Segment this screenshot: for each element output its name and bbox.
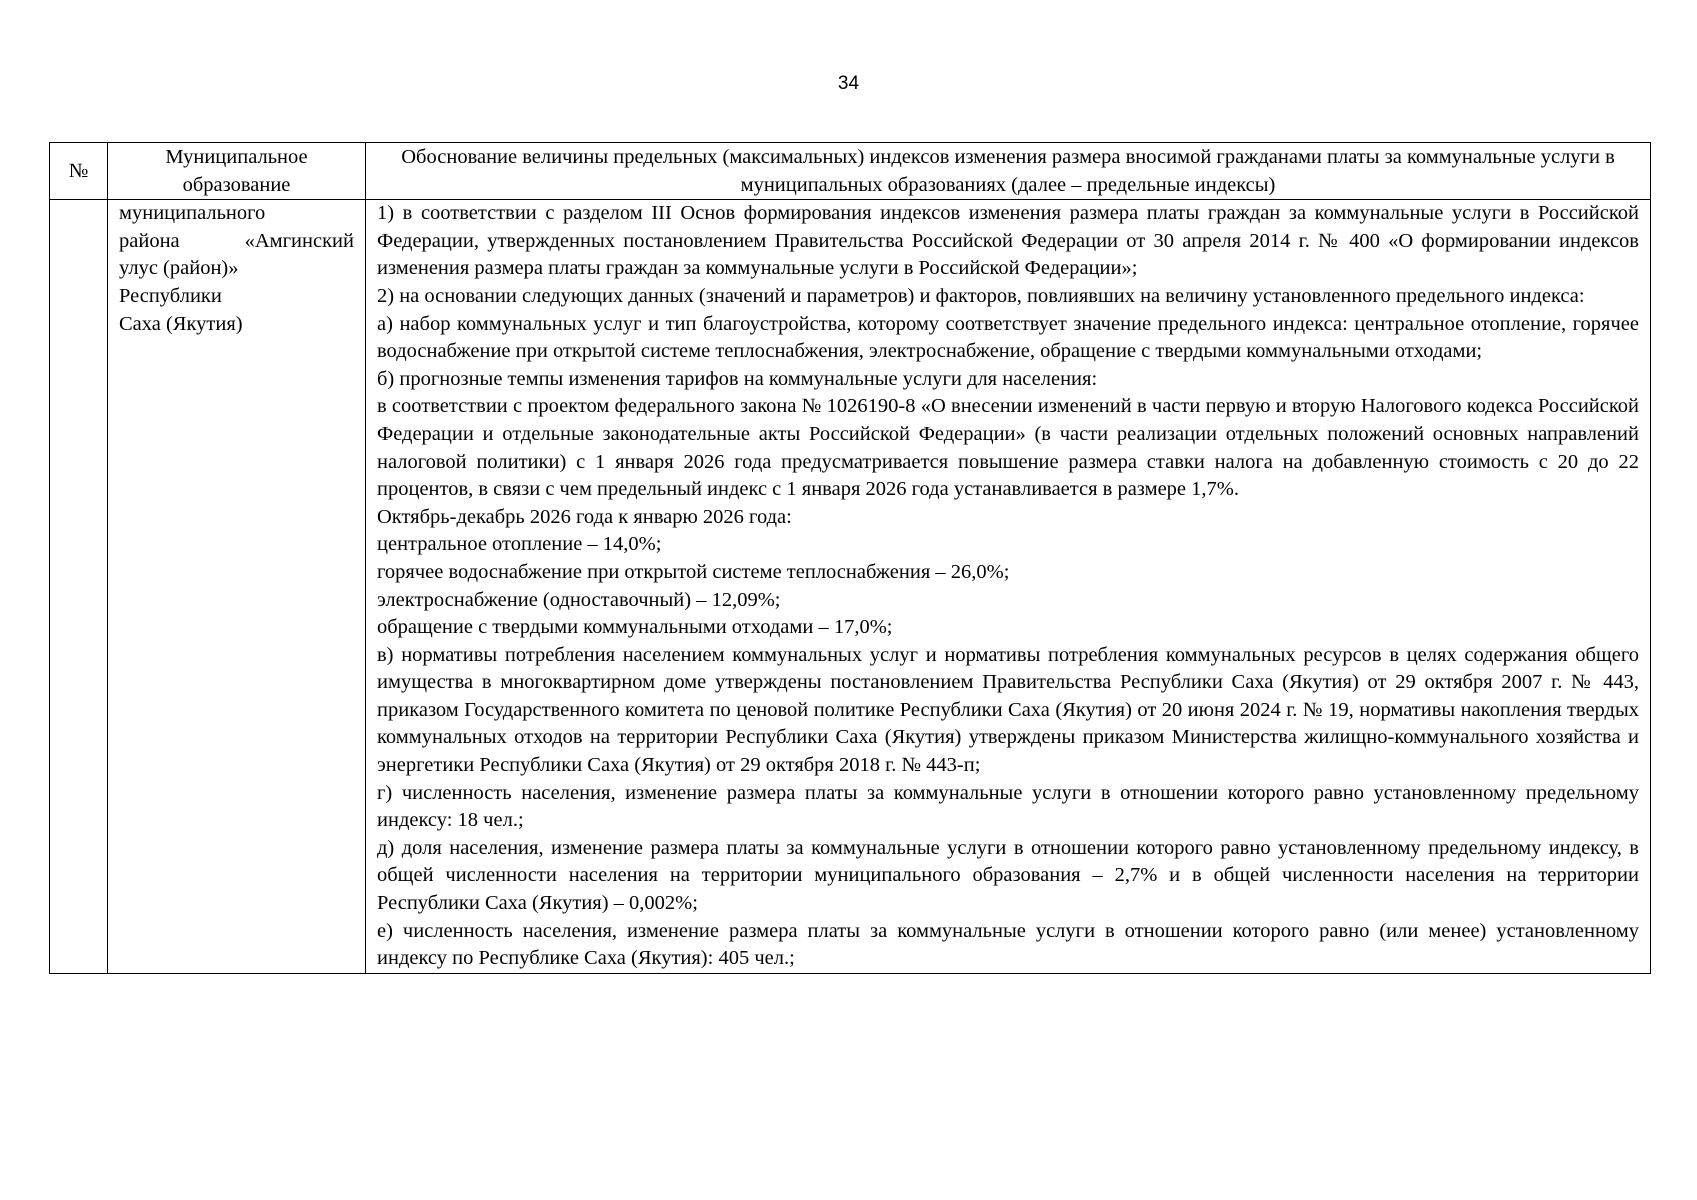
paragraph-tariff-forecast-heading: б) прогнозные темпы изменения тарифов на коммунальные услуги для населения: [377,367,1098,390]
paragraph-services-set: а) набор коммунальных услуг и тип благоустройства, которому соответствует значение предельного индекса: центральное отопление, горячее водоснабжение при открытой системе теплоснабжения, электроснабжение, обращение с твердыми коммунальными отходами; [377,312,1639,363]
header-justification: Обоснование величины предельных (максимальных) индексов изменения размера вносимой гражданами платы за коммунальные услуги в муниципальных образованиях (далее – предельные индексы) [366,143,1651,200]
paragraph-population-republic: е) численность населения, изменение размера платы за коммунальные услуги в отношении которого равно (или менее) установленному индексу по Республике Саха (Якутия): 405 чел.; [377,919,1639,970]
municipality-line: улус (район)» [119,257,239,280]
paragraph-population-share: д) доля населения, изменение размера платы за коммунальные услуги в отношении которого равно установленному предельному индексу, в общей численности населения на территории муниципального образования – 2,7% и в общей численности населения на территории Республики Саха (Якутия) – 0,002%; [377,836,1639,915]
header-number: № [50,143,108,200]
tariff-line-electricity: электроснабжение (одноставочный) – 12,09%; [377,588,781,611]
row-number-cell [50,200,108,974]
justification-cell [366,200,1651,974]
tariff-line-heating: центральное отопление – 14,0%; [377,533,662,556]
header-municipality: Муниципальное образование [108,143,366,200]
paragraph-legal-basis: 1) в соответствии с разделом III Основ формирования индексов изменения размера платы граждан за коммунальные услуги в Российской Федерации, утвержденных постановлением Правительства Российской Федерации от 30 апреля 2014 г. № 400 «О формировании индексов изменения размера платы граждан за коммунальные услуги в Российской Федерации»; [377,202,1639,280]
municipality-line: Саха (Якутия) [119,312,243,335]
tariff-line-hot-water: горячее водоснабжение при открытой системе теплоснабжения – 26,0%; [377,560,1010,583]
table-row [50,200,1651,974]
paragraph-vat-law: в соответствии с проектом федерального закона № 1026190-8 «О внесении изменений в части первую и вторую Налогового кодекса Российской Федерации и отдельные законодательные акты Российской Федерации» (в части реализации отдельных положений основных направлений налоговой политики) с 1 января 2026 года предусматривается повышение размера ставки налога на добавленную стоимость с 20 до 22 процентов, в связи с чем предельный индекс с 1 января 2026 года устанавливается в размере 1,7%. [377,395,1639,501]
paragraph-population-count: г) численность населения, изменение размера платы за коммунальные услуги в отношении которого равно установленному предельному индексу: 18 чел.; [377,781,1639,832]
page-number: 34 [837,73,860,94]
municipality-line: Республики [119,284,222,307]
justification-table [49,142,1651,974]
paragraph-data-factors: 2) на основании следующих данных (значений и параметров) и факторов, повлиявших на величину установленного предельного индекса: [377,284,1585,307]
table-header-row [50,143,1651,200]
paragraph-period-heading: Октябрь-декабрь 2026 года к январю 2026 года: [377,505,792,528]
paragraph-consumption-norms: в) нормативы потребления населением коммунальных услуг и нормативы потребления коммунальных ресурсов в целях содержания общего имущества в многоквартирном доме утверждены постановлением Правительства Республики Саха (Якутия) от 29 октября 2007 г. № 443, приказом Государственного комитета по ценовой политике Республики Саха (Якутия) от 20 июня 2024 г. № 19, нормативы накопления твердых коммунальных отходов на территории Республики Саха (Якутия) утверждены приказом Министерства жилищно-коммунального хозяйства и энергетики Республики Саха (Якутия) от 29 октября 2018 г. № 443-п; [377,643,1639,777]
municipality-line: района «Амгинский [119,229,354,252]
municipality-line: муниципального [119,202,266,225]
tariff-line-solid-waste: обращение с твердыми коммунальными отходами – 17,0%; [377,616,893,639]
municipality-cell [108,200,366,974]
